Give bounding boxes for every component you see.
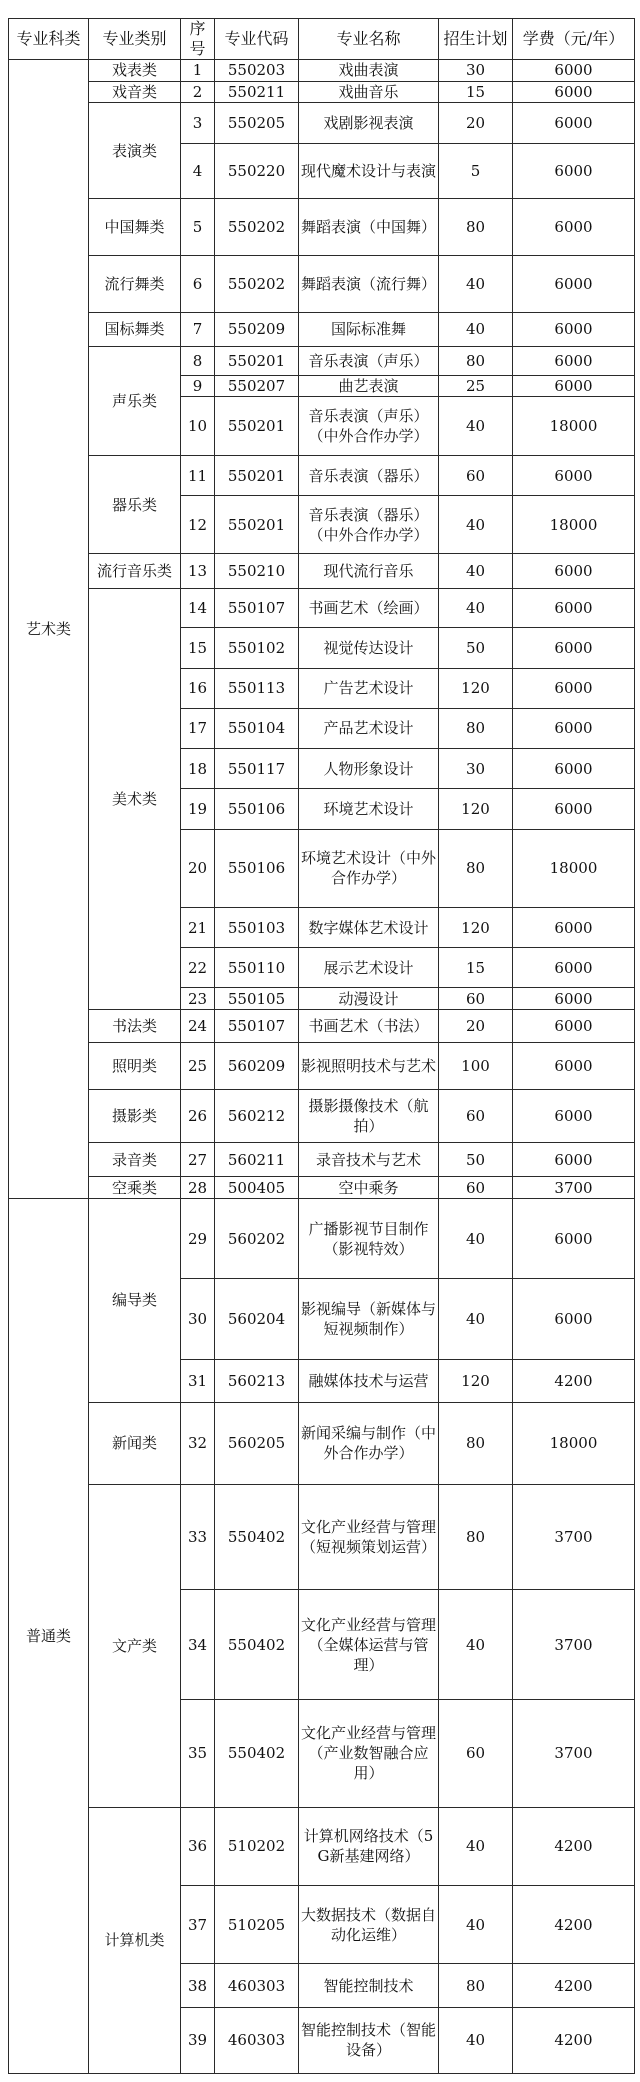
fee-cell: 6000 (513, 60, 635, 82)
fee-cell: 6000 (513, 312, 635, 346)
category-cell: 照明类 (89, 1043, 181, 1089)
plan-cell: 40 (439, 496, 513, 554)
plan-cell: 100 (439, 1043, 513, 1089)
code-cell: 550205 (215, 103, 299, 143)
category-cell: 文产类 (89, 1484, 181, 1807)
plan-cell: 60 (439, 1700, 513, 1807)
table-row (9, 554, 635, 589)
code-cell: 550107 (215, 589, 299, 628)
category-cell: 美术类 (89, 589, 181, 1010)
category-cell: 新闻类 (89, 1403, 181, 1485)
table-row (9, 1143, 635, 1177)
number-cell: 36 (181, 1807, 215, 1885)
code-cell: 550202 (215, 199, 299, 256)
fee-cell: 6000 (513, 948, 635, 988)
code-cell: 550402 (215, 1700, 299, 1807)
table-row (9, 1177, 635, 1199)
fee-cell: 18000 (513, 1403, 635, 1485)
table-header (9, 19, 635, 60)
number-cell: 26 (181, 1089, 215, 1143)
plan-cell: 15 (439, 81, 513, 103)
table-row (9, 1484, 635, 1589)
code-cell: 560202 (215, 1198, 299, 1278)
fee-cell: 4200 (513, 1885, 635, 1963)
code-cell: 460303 (215, 2007, 299, 2073)
major-cell: 智能控制技术（智能设备） (299, 2007, 439, 2073)
header-cell-plan: 招生计划 (439, 19, 513, 60)
major-cell: 戏剧影视表演 (299, 103, 439, 143)
code-cell: 550201 (215, 496, 299, 554)
code-cell: 550220 (215, 143, 299, 199)
number-cell: 15 (181, 628, 215, 668)
number-cell: 37 (181, 1885, 215, 1963)
major-cell: 书画艺术（书法） (299, 1010, 439, 1043)
fee-cell: 6000 (513, 1089, 635, 1143)
major-cell: 音乐表演（声乐） (299, 346, 439, 375)
code-cell: 550102 (215, 628, 299, 668)
code-cell: 550402 (215, 1484, 299, 1589)
major-cell: 新闻采编与制作（中外合作办学） (299, 1403, 439, 1485)
code-cell: 550103 (215, 907, 299, 947)
plan-cell: 80 (439, 1484, 513, 1589)
fee-cell: 6000 (513, 103, 635, 143)
plan-cell: 40 (439, 1807, 513, 1885)
number-cell: 38 (181, 1964, 215, 2007)
number-cell: 18 (181, 749, 215, 789)
major-cell: 展示艺术设计 (299, 948, 439, 988)
table-row (9, 312, 635, 346)
header-cell-discipline: 专业科类 (9, 19, 89, 60)
major-cell: 摄影摄像技术（航拍） (299, 1089, 439, 1143)
code-cell: 550210 (215, 554, 299, 589)
table-row (9, 81, 635, 103)
table-row (9, 346, 635, 375)
code-cell: 550201 (215, 346, 299, 375)
fee-cell: 6000 (513, 1010, 635, 1043)
table-row (9, 1010, 635, 1043)
plan-cell: 20 (439, 1010, 513, 1043)
number-cell: 24 (181, 1010, 215, 1043)
number-cell: 31 (181, 1359, 215, 1402)
major-cell: 戏曲音乐 (299, 81, 439, 103)
plan-cell: 40 (439, 589, 513, 628)
number-cell: 30 (181, 1279, 215, 1359)
fee-cell: 6000 (513, 628, 635, 668)
plan-cell: 80 (439, 708, 513, 748)
fee-cell: 6000 (513, 749, 635, 789)
number-cell: 13 (181, 554, 215, 589)
plan-cell: 80 (439, 1403, 513, 1485)
category-cell: 摄影类 (89, 1089, 181, 1143)
category-cell: 书法类 (89, 1010, 181, 1043)
major-cell: 视觉传达设计 (299, 628, 439, 668)
major-cell: 融媒体技术与运营 (299, 1359, 439, 1402)
major-cell: 国际标准舞 (299, 312, 439, 346)
header-cell-fee: 学费（元/年） (513, 19, 635, 60)
major-cell: 文化产业经营与管理（全媒体运营与管理） (299, 1589, 439, 1699)
fee-cell: 4200 (513, 2007, 635, 2073)
number-cell: 7 (181, 312, 215, 346)
fee-cell: 3700 (513, 1700, 635, 1807)
code-cell: 550106 (215, 829, 299, 907)
major-cell: 录音技术与艺术 (299, 1143, 439, 1177)
code-cell: 550107 (215, 1010, 299, 1043)
number-cell: 29 (181, 1198, 215, 1278)
category-cell: 流行舞类 (89, 255, 181, 312)
code-cell: 550209 (215, 312, 299, 346)
plan-cell: 40 (439, 312, 513, 346)
plan-cell: 80 (439, 199, 513, 256)
plan-cell: 5 (439, 143, 513, 199)
major-cell: 人物形象设计 (299, 749, 439, 789)
category-cell: 编导类 (89, 1198, 181, 1402)
table-row (9, 1043, 635, 1089)
fee-cell: 6000 (513, 789, 635, 829)
major-cell: 影视照明技术与艺术 (299, 1043, 439, 1089)
code-cell: 550402 (215, 1589, 299, 1699)
number-cell: 11 (181, 456, 215, 496)
number-cell: 34 (181, 1589, 215, 1699)
code-cell: 550110 (215, 948, 299, 988)
category-cell: 声乐类 (89, 346, 181, 455)
major-cell: 戏曲表演 (299, 60, 439, 82)
major-cell: 大数据技术（数据自动化运维） (299, 1885, 439, 1963)
major-cell: 音乐表演（器乐） (299, 456, 439, 496)
major-cell: 书画艺术（绘画） (299, 589, 439, 628)
number-cell: 23 (181, 988, 215, 1010)
number-cell: 3 (181, 103, 215, 143)
code-cell: 560209 (215, 1043, 299, 1089)
plan-cell: 60 (439, 1089, 513, 1143)
plan-cell: 60 (439, 456, 513, 496)
table-row (9, 1403, 635, 1485)
table-row (9, 255, 635, 312)
code-cell: 550207 (215, 375, 299, 397)
fee-cell: 4200 (513, 1807, 635, 1885)
plan-cell: 120 (439, 907, 513, 947)
code-cell: 560205 (215, 1403, 299, 1485)
fee-cell: 3700 (513, 1589, 635, 1699)
code-cell: 460303 (215, 1964, 299, 2007)
major-cell: 音乐表演（声乐）（中外合作办学） (299, 397, 439, 456)
enrollment-table (8, 18, 635, 2074)
major-cell: 文化产业经营与管理（短视频策划运营） (299, 1484, 439, 1589)
number-cell: 1 (181, 60, 215, 82)
category-cell: 国标舞类 (89, 312, 181, 346)
number-cell: 19 (181, 789, 215, 829)
fee-cell: 6000 (513, 255, 635, 312)
table-row (9, 60, 635, 82)
code-cell: 550201 (215, 397, 299, 456)
plan-cell: 40 (439, 1885, 513, 1963)
plan-cell: 30 (439, 749, 513, 789)
number-cell: 21 (181, 907, 215, 947)
major-cell: 广播影视节目制作（影视特效） (299, 1198, 439, 1278)
code-cell: 560212 (215, 1089, 299, 1143)
fee-cell: 6000 (513, 1143, 635, 1177)
number-cell: 25 (181, 1043, 215, 1089)
category-cell: 中国舞类 (89, 199, 181, 256)
fee-cell: 6000 (513, 988, 635, 1010)
header-cell-number: 序号 (181, 19, 215, 60)
plan-cell: 15 (439, 948, 513, 988)
table-row (9, 103, 635, 143)
fee-cell: 6000 (513, 199, 635, 256)
code-cell: 500405 (215, 1177, 299, 1199)
header-cell-major: 专业名称 (299, 19, 439, 60)
code-cell: 560211 (215, 1143, 299, 1177)
header-cell-category: 专业类别 (89, 19, 181, 60)
major-cell: 数字媒体艺术设计 (299, 907, 439, 947)
number-cell: 12 (181, 496, 215, 554)
plan-cell: 40 (439, 397, 513, 456)
plan-cell: 40 (439, 1198, 513, 1278)
major-cell: 舞蹈表演（中国舞） (299, 199, 439, 256)
fee-cell: 4200 (513, 1964, 635, 2007)
number-cell: 22 (181, 948, 215, 988)
number-cell: 9 (181, 375, 215, 397)
number-cell: 16 (181, 668, 215, 708)
fee-cell: 6000 (513, 589, 635, 628)
major-cell: 计算机网络技术（5G新基建网络） (299, 1807, 439, 1885)
code-cell: 560213 (215, 1359, 299, 1402)
number-cell: 10 (181, 397, 215, 456)
number-cell: 17 (181, 708, 215, 748)
major-cell: 现代魔术设计与表演 (299, 143, 439, 199)
fee-cell: 18000 (513, 829, 635, 907)
plan-cell: 120 (439, 1359, 513, 1402)
major-cell: 曲艺表演 (299, 375, 439, 397)
number-cell: 35 (181, 1700, 215, 1807)
category-cell: 流行音乐类 (89, 554, 181, 589)
fee-cell: 6000 (513, 1198, 635, 1278)
discipline-cell: 艺术类 (9, 60, 89, 1199)
code-cell: 550211 (215, 81, 299, 103)
number-cell: 39 (181, 2007, 215, 2073)
major-cell: 智能控制技术 (299, 1964, 439, 2007)
plan-cell: 60 (439, 988, 513, 1010)
code-cell: 550117 (215, 749, 299, 789)
major-cell: 环境艺术设计（中外合作办学） (299, 829, 439, 907)
major-cell: 现代流行音乐 (299, 554, 439, 589)
table-row (9, 1807, 635, 1885)
number-cell: 20 (181, 829, 215, 907)
number-cell: 27 (181, 1143, 215, 1177)
number-cell: 4 (181, 143, 215, 199)
plan-cell: 40 (439, 1279, 513, 1359)
code-cell: 510205 (215, 1885, 299, 1963)
fee-cell: 6000 (513, 554, 635, 589)
fee-cell: 6000 (513, 375, 635, 397)
code-cell: 550201 (215, 456, 299, 496)
table-row (9, 199, 635, 256)
plan-cell: 80 (439, 346, 513, 375)
plan-cell: 120 (439, 789, 513, 829)
major-cell: 影视编导（新媒体与短视频制作） (299, 1279, 439, 1359)
number-cell: 32 (181, 1403, 215, 1485)
code-cell: 550113 (215, 668, 299, 708)
fee-cell: 6000 (513, 81, 635, 103)
major-cell: 产品艺术设计 (299, 708, 439, 748)
category-cell: 器乐类 (89, 456, 181, 554)
code-cell: 550105 (215, 988, 299, 1010)
plan-cell: 40 (439, 2007, 513, 2073)
category-cell: 空乘类 (89, 1177, 181, 1199)
category-cell: 戏音类 (89, 81, 181, 103)
plan-cell: 60 (439, 1177, 513, 1199)
major-cell: 空中乘务 (299, 1177, 439, 1199)
fee-cell: 6000 (513, 456, 635, 496)
plan-cell: 30 (439, 60, 513, 82)
table-row (9, 1198, 635, 1278)
plan-cell: 120 (439, 668, 513, 708)
header-row (9, 19, 635, 60)
code-cell: 510202 (215, 1807, 299, 1885)
major-cell: 舞蹈表演（流行舞） (299, 255, 439, 312)
fee-cell: 18000 (513, 496, 635, 554)
fee-cell: 6000 (513, 346, 635, 375)
table-body (9, 60, 635, 2074)
category-cell: 戏表类 (89, 60, 181, 82)
table-row (9, 1089, 635, 1143)
code-cell: 560204 (215, 1279, 299, 1359)
code-cell: 550104 (215, 708, 299, 748)
code-cell: 550203 (215, 60, 299, 82)
plan-cell: 50 (439, 1143, 513, 1177)
plan-cell: 20 (439, 103, 513, 143)
number-cell: 2 (181, 81, 215, 103)
major-cell: 文化产业经营与管理（产业数智融合应用） (299, 1700, 439, 1807)
plan-cell: 80 (439, 1964, 513, 2007)
number-cell: 5 (181, 199, 215, 256)
fee-cell: 6000 (513, 668, 635, 708)
table-row (9, 456, 635, 496)
category-cell: 计算机类 (89, 1807, 181, 2073)
number-cell: 14 (181, 589, 215, 628)
code-cell: 550202 (215, 255, 299, 312)
fee-cell: 6000 (513, 907, 635, 947)
major-cell: 广告艺术设计 (299, 668, 439, 708)
plan-cell: 80 (439, 829, 513, 907)
table-row (9, 589, 635, 628)
fee-cell: 6000 (513, 708, 635, 748)
fee-cell: 6000 (513, 1279, 635, 1359)
code-cell: 550106 (215, 789, 299, 829)
number-cell: 28 (181, 1177, 215, 1199)
category-cell: 录音类 (89, 1143, 181, 1177)
fee-cell: 18000 (513, 397, 635, 456)
fee-cell: 6000 (513, 143, 635, 199)
number-cell: 33 (181, 1484, 215, 1589)
plan-cell: 40 (439, 554, 513, 589)
major-cell: 动漫设计 (299, 988, 439, 1010)
plan-cell: 50 (439, 628, 513, 668)
major-cell: 音乐表演（器乐）（中外合作办学） (299, 496, 439, 554)
number-cell: 8 (181, 346, 215, 375)
fee-cell: 6000 (513, 1043, 635, 1089)
discipline-cell: 普通类 (9, 1198, 89, 2073)
plan-cell: 40 (439, 1589, 513, 1699)
fee-cell: 3700 (513, 1484, 635, 1589)
plan-cell: 25 (439, 375, 513, 397)
plan-cell: 40 (439, 255, 513, 312)
number-cell: 6 (181, 255, 215, 312)
fee-cell: 3700 (513, 1177, 635, 1199)
fee-cell: 4200 (513, 1359, 635, 1402)
major-cell: 环境艺术设计 (299, 789, 439, 829)
header-cell-code: 专业代码 (215, 19, 299, 60)
category-cell: 表演类 (89, 103, 181, 199)
